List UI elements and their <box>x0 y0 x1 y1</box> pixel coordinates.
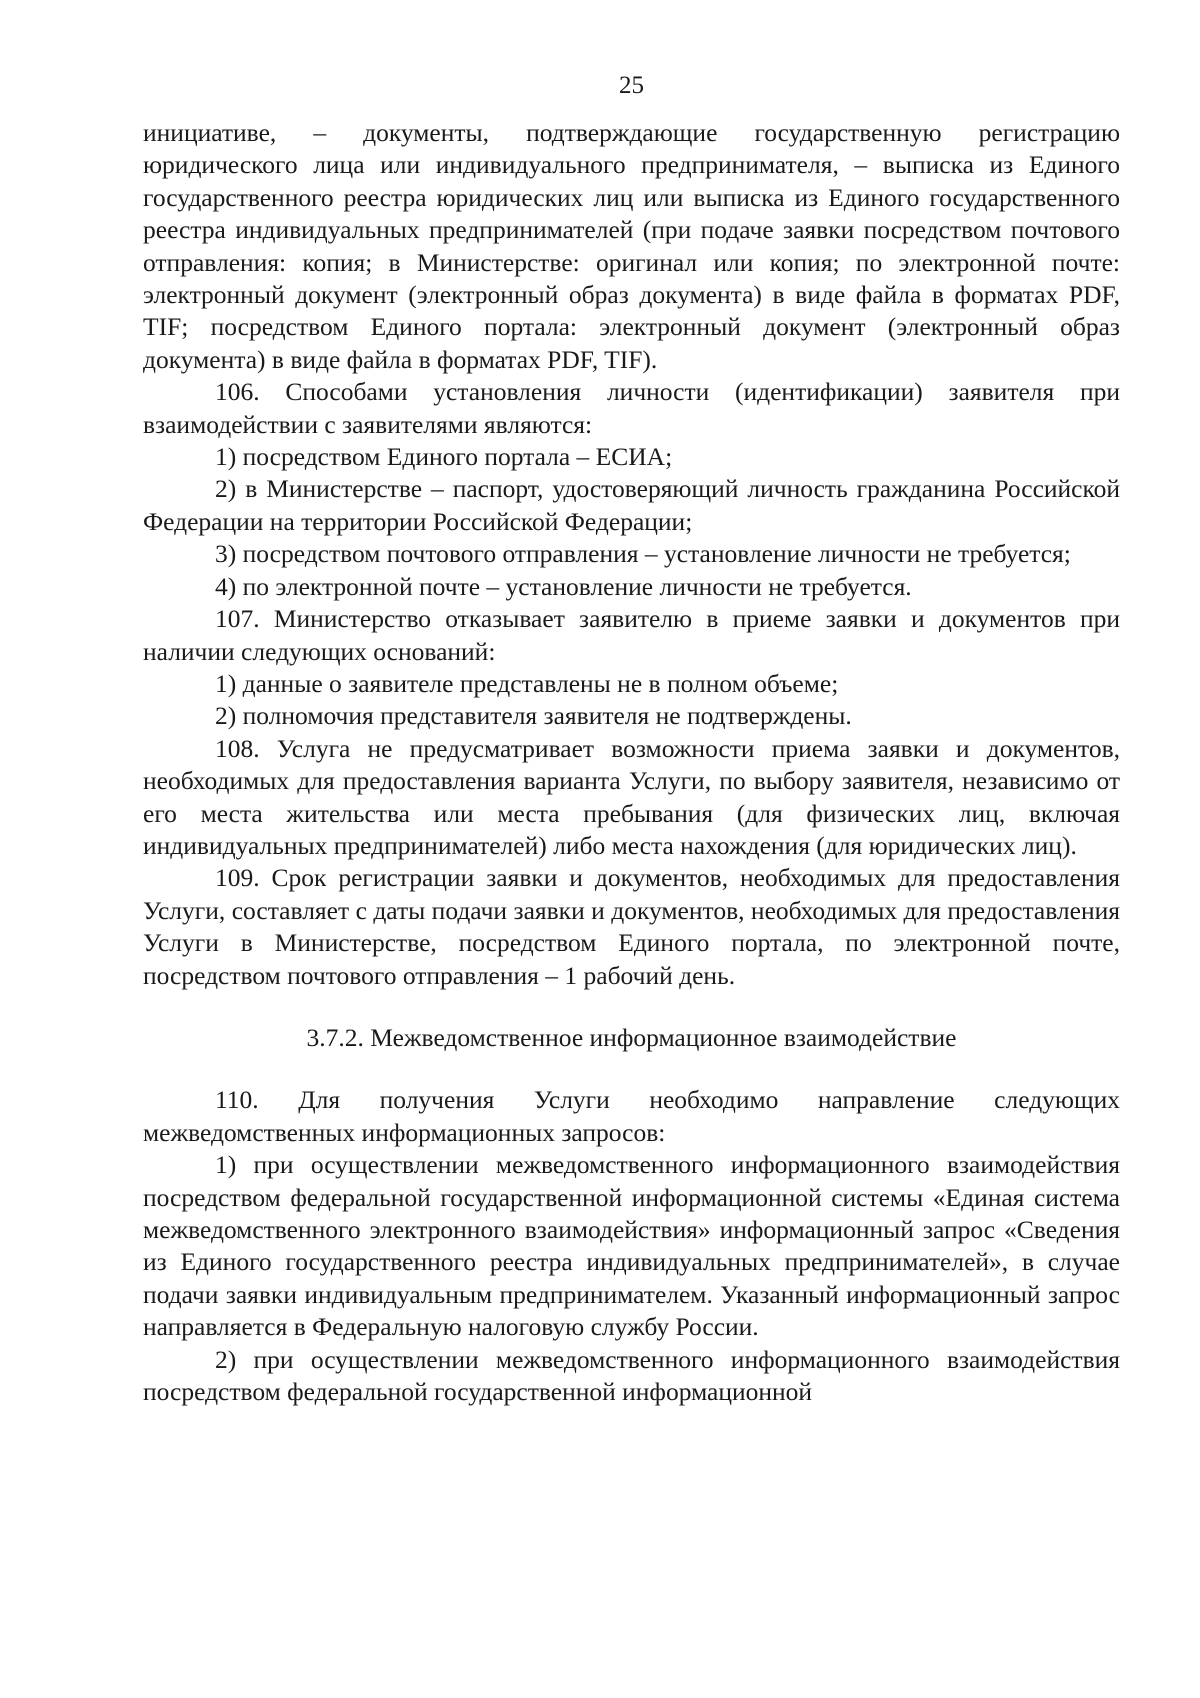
list-item-106-4: 4) по электронной почте – установление личности не требуется. <box>215 571 912 601</box>
list-item-106-2: 2) в Министерстве – паспорт, удостоверяющий личность гражданина Российской Федерации на территории Российской Федерации; <box>143 474 1120 536</box>
list-item-110-1: 1) при осуществлении межведомственного информационного взаимодействия посредством федеральной государственной информационной системы «Единая система межведомственного электронного взаимодействия» информационный запрос «Сведения из Единого государственного реестра индивидуальных предпринимателей», в случае подачи заявки индивидуальным предпринимателем. Указанный информационный запрос направляется в Федеральную налоговую службу России. <box>143 1150 1120 1342</box>
list-item-106-1: 1) посредством Единого портала – ЕСИА; <box>215 442 673 472</box>
paragraph-continuation: инициативе, – документы, подтверждающие государственную регистрацию юридического лица или индивидуального предпринимателя, – выписка из Единого государственного реестра юридических лиц или выписка из Единого государственного реестра индивидуальных предпринимателей (при подаче заявки посредством почтового отправления: копия; в Министерстве: оригинал или копия; по электронной почте: электронный документ (электронный образ документа) в виде файла в форматах PDF, TIF; посредством Единого портала: электронный документ (электронный образ документа) в виде файла в форматах PDF, TIF). <box>143 118 1120 374</box>
paragraph-109: 109. Срок регистрации заявки и документов, необходимых для предоставления Услуги, составляет с даты подачи заявки и документов, необходимых для предоставления Услуги в Министерстве, посредством Единого портала, по электронной почте, посредством почтового отправления – 1 рабочий день. <box>143 863 1120 990</box>
section-heading: 3.7.2. Межведомственное информационное взаимодействие <box>306 1022 957 1052</box>
paragraph-110: 110. Для получения Услуги необходимо направление следующих межведомственных информационных запросов: <box>143 1085 1120 1147</box>
list-item-107-2: 2) полномочия представителя заявителя не подтверждены. <box>215 701 852 731</box>
document-body <box>143 117 1120 1408</box>
list-item-106-3: 3) посредством почтового отправления – установление личности не требуется; <box>215 539 1071 569</box>
paragraph-106: 106. Способами установления личности (идентификации) заявителя при взаимодействии с заявителями являются: <box>143 377 1120 439</box>
list-item-110-2: 2) при осуществлении межведомственного информационного взаимодействия посредством федеральной государственной информационной <box>143 1344 1120 1407</box>
list-item-107-1: 1) данные о заявителе представлены не в полном объеме; <box>215 668 839 698</box>
paragraph-107: 107. Министерство отказывает заявителю в приеме заявки и документов при наличии следующих оснований: <box>143 604 1120 666</box>
page-number: 25 <box>619 72 644 99</box>
paragraph-108: 108. Услуга не предусматривает возможности приема заявки и документов, необходимых для предоставления варианта Услуги, по выбору заявителя, независимо от его места жительства или места пребывания (для физических лиц, включая индивидуальных предпринимателей) либо места нахождения (для юридических лиц). <box>143 733 1120 860</box>
